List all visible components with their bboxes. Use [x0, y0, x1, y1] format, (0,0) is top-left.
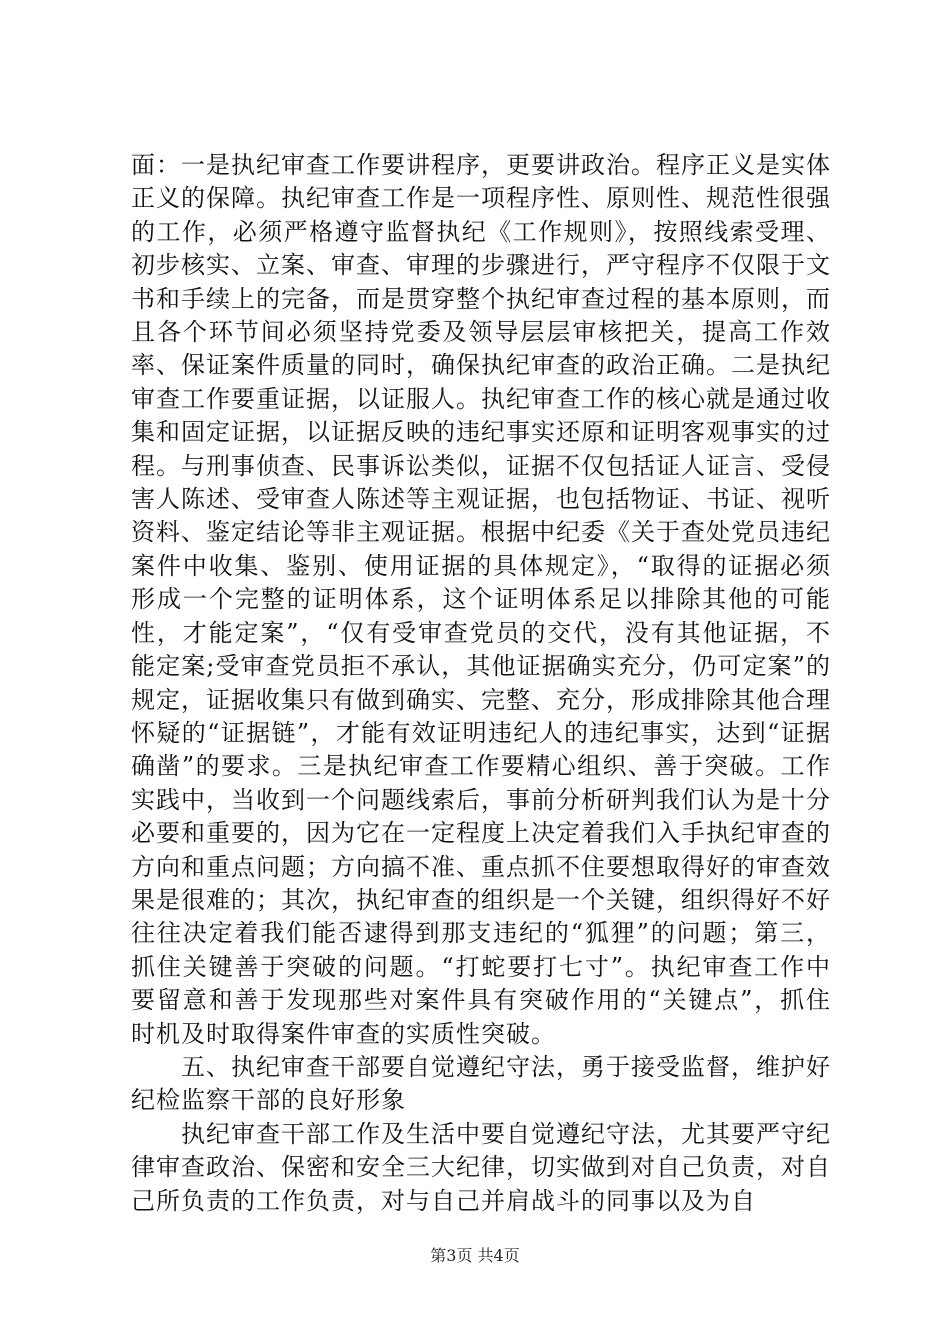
page-number: 第3页 共4页: [430, 1246, 520, 1265]
paragraph: 执纪审查干部工作及生活中要自觉遵纪守法，尤其要严守纪律审查政治、保密和安全三大纪律，切实做到对自己负责，对自己所负责的工作负责，对与自己并肩战斗的同事以及为自: [131, 1119, 831, 1215]
document-body: [131, 149, 831, 1218]
paragraph-continued: 面：一是执纪审查工作要讲程序，更要讲政治。程序正义是实体正义的保障。执纪审查工作是一项程序性、原则性、规范性很强的工作，必须严格遵守监督执纪《工作规则》，按照线索受理、初步核实、立案、审查、审理的步骤进行，严守程序不仅限于文书和手续上的完备，而是贯穿整个执纪审查过程的基本原则，而且各个环节间必须坚持党委及领导层层审核把关，提高工作效率、保证案件质量的同时，确保执纪审查的政治正确。二是执纪审查工作要重证据，以证服人。执纪审查工作的核心就是通过收集和固定证据，以证据反映的违纪事实还原和证明客观事实的过程。与刑事侦查、民事诉讼类似，证据不仅包括证人证言、受侵害人陈述、受审查人陈述等主观证据，也包括物证、书证、视听资料、鉴定结论等非主观证据。根据中纪委《关于查处党员违纪案件中收集、鉴别、使用证据的具体规定》，“取得的证据必须形成一个完整的证明体系，这个证明体系足以排除其他的可能性，才能定案”，“仅有受审查党员的交代，没有其他证据，不能定案;受审查党员拒不承认，其他证据确实充分，仍可定案”的规定，证据收集只有做到确实、完整、充分，形成排除其他合理怀疑的“证据链”，才能有效证明违纪人的违纪事实，达到“证据确凿”的要求。三是执纪审查工作要精心组织、善于突破。工作实践中，当收到一个问题线索后，事前分析研判我们认为是十分必要和重要的，因为它在一定程度上决定着我们入手执纪审查的方向和重点问题；方向搞不准、重点抓不住要想取得好的审查效果是很难的；其次，执纪审查的组织是一个关键，组织得好不好往往决定着我们能否逮得到那支违纪的“狐狸”的问题；第三，抓住关键善于突破的问题。“打蛇要打七寸”。执纪审查工作中要留意和善于发现那些对案件具有突破作用的“关键点”，抓住时机及时取得案件审查的实质性突破。: [131, 151, 831, 1048]
section-heading-five: 五、执纪审查干部要自觉遵纪守法，勇于接受监督，维护好纪检监察干部的良好形象: [131, 1052, 831, 1115]
page-footer: [0, 1245, 950, 1267]
